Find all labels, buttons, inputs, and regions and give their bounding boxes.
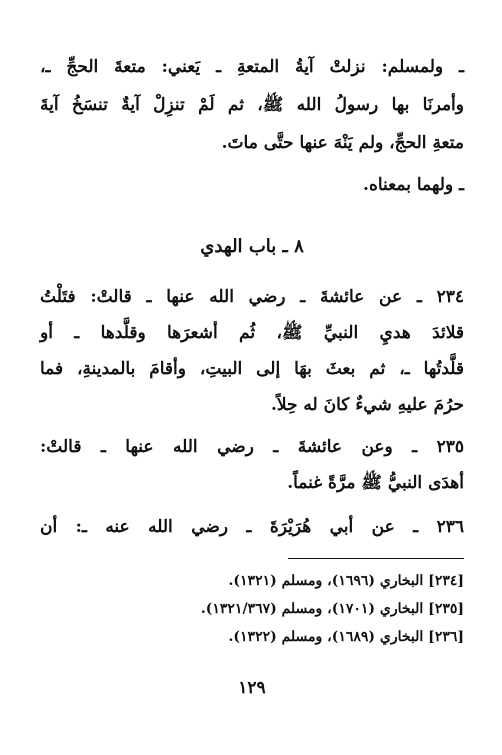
footnote-divider: [288, 558, 464, 559]
body-line-1: ـ ولمسلم: نزلتْ آيةُ المتعةِ ـ يَعني: متعةَ الحجِّ ـ،: [40, 57, 464, 77]
footnote-236: [٢٣٦] البخاري (١٦٨٩)، ومسلم (١٣٢٢).: [228, 629, 464, 645]
hadith-234-line-4: حرُمَ عليهِ شيءٌ كانَ له حِلاً.: [270, 395, 464, 415]
page-number: ١٢٩: [238, 678, 266, 698]
hadith-235-line-2: أهدَى النبيُّ ﷺ مرَّةً غنماً.: [287, 473, 464, 493]
hadith-235-line-1: ٢٣٥ ـ وعن عائشةَ ـ رضي الله عنها ـ قالتْ:: [40, 437, 464, 457]
footnote-235: [٢٣٥] البخاري (١٧٠١)، ومسلم (١٣٢١/٣٦٧).: [200, 601, 464, 617]
body-line-2: وأمرنَا بها رسولُ الله ﷺ، ثم لَمْ تنزِلْ آيةٌ تنسَخُ آيةَ: [40, 95, 464, 115]
body-line-3: متعةِ الحجِّ، ولم يَنْهَ عنها حتَّى ماتَ.: [221, 133, 464, 153]
hadith-234-line-2: قلائدَ هديِ النبيِّ ﷺ، ثُم أشعرَها وقلَّدها ـ أو: [40, 323, 464, 343]
body-line-4: ـ ولهما بمعناه.: [363, 175, 464, 195]
hadith-234-line-3: قلَّدتُها ـ، ثم بعثَ بهَا إلى البيتِ، وأقامَ بالمدينةِ، فما: [40, 359, 464, 379]
hadith-236-line-1: ٢٣٦ ـ عن أبي هُرَيْرَةَ ـ رضي الله عنه ـ: أن: [40, 517, 464, 537]
section-heading: ٨ ـ باب الهدي: [200, 236, 304, 257]
hadith-234-line-1: ٢٣٤ ـ عن عائشةَ ـ رضي الله عنها ـ قالتْ: فتَلْتُ: [40, 287, 464, 307]
book-page: [40, 38, 464, 728]
footnote-234: [٢٣٤] البخاري (١٦٩٦)، ومسلم (١٣٢١).: [228, 573, 464, 589]
